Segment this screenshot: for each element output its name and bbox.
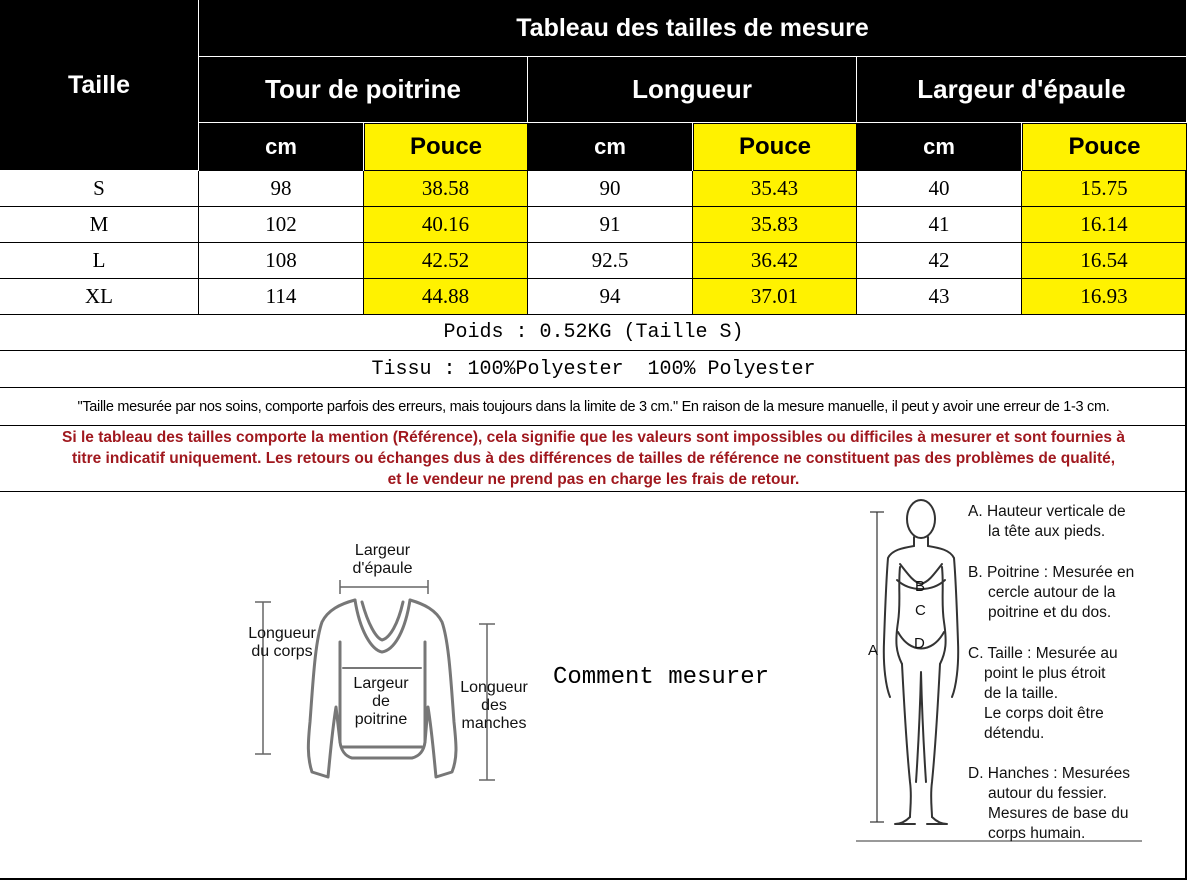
value-cell: 36.42 xyxy=(693,243,857,279)
value-cell: 102 xyxy=(199,207,364,243)
value-cell: 92.5 xyxy=(528,243,693,279)
measurement-diagram xyxy=(0,492,1187,880)
how-to-measure-title: Comment mesurer xyxy=(553,664,770,691)
value-cell: 108 xyxy=(199,243,364,279)
reference-line-3: et le vendeur ne prend pas en charge les frais de retour. xyxy=(387,471,800,488)
figure-letter-a: A xyxy=(868,642,879,659)
value-cell: 91 xyxy=(528,207,693,243)
description-b: B. Poitrine : Mesurée en cercle autour de la poitrine et du dos. xyxy=(968,564,1135,621)
figure-letter-b: B xyxy=(915,578,926,595)
figure-letter-c: C xyxy=(915,602,926,619)
description-c: C. Taille : Mesurée au point le plus étroit de la taille. Le corps doit être détendu. xyxy=(968,645,1118,742)
value-cell: 16.54 xyxy=(1022,243,1187,279)
value-cell: 35.43 xyxy=(693,171,857,207)
value-cell: 114 xyxy=(199,279,364,315)
unit-inch-chest: Pouce xyxy=(364,123,528,171)
size-cell: S xyxy=(0,171,199,207)
shoulder-width-label: Largeur d'épaule xyxy=(352,542,413,577)
disclaimer-row xyxy=(0,388,1187,426)
size-cell: L xyxy=(0,243,199,279)
value-cell: 43 xyxy=(857,279,1022,315)
value-cell: 42 xyxy=(857,243,1022,279)
description-a: A. Hauteur verticale de la tête aux pieds. xyxy=(968,503,1126,540)
value-cell: 37.01 xyxy=(693,279,857,315)
unit-cm-length: cm xyxy=(528,123,693,171)
table-title: Tableau des tailles de mesure xyxy=(199,0,1187,57)
chest-width-label: Largeur de poitrine xyxy=(353,675,409,728)
reference-line-2: titre indicatif uniquement. Les retours ou échanges dus à des différences de tailles de référence ne constituent pas des problèmes de qualité, xyxy=(71,450,1116,467)
unit-cm-chest: cm xyxy=(199,123,364,171)
value-cell: 38.58 xyxy=(364,171,528,207)
value-cell: 35.83 xyxy=(693,207,857,243)
value-cell: 90 xyxy=(528,171,693,207)
unit-inch-length: Pouce xyxy=(693,123,857,171)
value-cell: 41 xyxy=(857,207,1022,243)
fabric-row xyxy=(0,351,1187,388)
weight-row xyxy=(0,315,1187,351)
value-cell: 15.75 xyxy=(1022,171,1187,207)
size-header: Taille xyxy=(0,0,199,171)
value-cell: 42.52 xyxy=(364,243,528,279)
reference-note xyxy=(0,426,1187,492)
body-length-label: Longueur du corps xyxy=(248,625,316,660)
sleeve-length-label: Longueur des manches xyxy=(460,679,528,732)
group-header-chest: Tour de poitrine xyxy=(199,57,528,123)
value-cell: 40.16 xyxy=(364,207,528,243)
description-d: D. Hanches : Mesurées autour du fessier. Mesures de base du corps humain. xyxy=(968,765,1130,842)
size-cell: XL xyxy=(0,279,199,315)
size-cell: M xyxy=(0,207,199,243)
value-cell: 44.88 xyxy=(364,279,528,315)
disclaimer-text: "Taille mesurée par nos soins, comporte parfois des erreurs, mais toujours dans la limite de 3 cm." En raison de la mesure manuelle, il peut y avoir une erreur de 1-3 cm. xyxy=(77,398,1110,415)
value-cell: 94 xyxy=(528,279,693,315)
value-cell: 16.93 xyxy=(1022,279,1187,315)
value-cell: 16.14 xyxy=(1022,207,1187,243)
group-header-length: Longueur xyxy=(528,57,857,123)
reference-line-1: Si le tableau des tailles comporte la mention (Référence), cela signifie que les valeurs sont impossibles ou difficiles à mesurer et sont fournies à xyxy=(62,429,1125,446)
value-cell: 98 xyxy=(199,171,364,207)
weight-text: Poids : 0.52KG (Taille S) xyxy=(443,321,744,344)
figure-letter-d: D xyxy=(914,635,925,652)
unit-cm-shoulder: cm xyxy=(857,123,1022,171)
fabric-text: Tissu : 100%Polyester 100% Polyester xyxy=(371,357,816,381)
unit-inch-shoulder: Pouce xyxy=(1022,123,1187,171)
value-cell: 40 xyxy=(857,171,1022,207)
group-header-shoulder: Largeur d'épaule xyxy=(857,57,1187,123)
